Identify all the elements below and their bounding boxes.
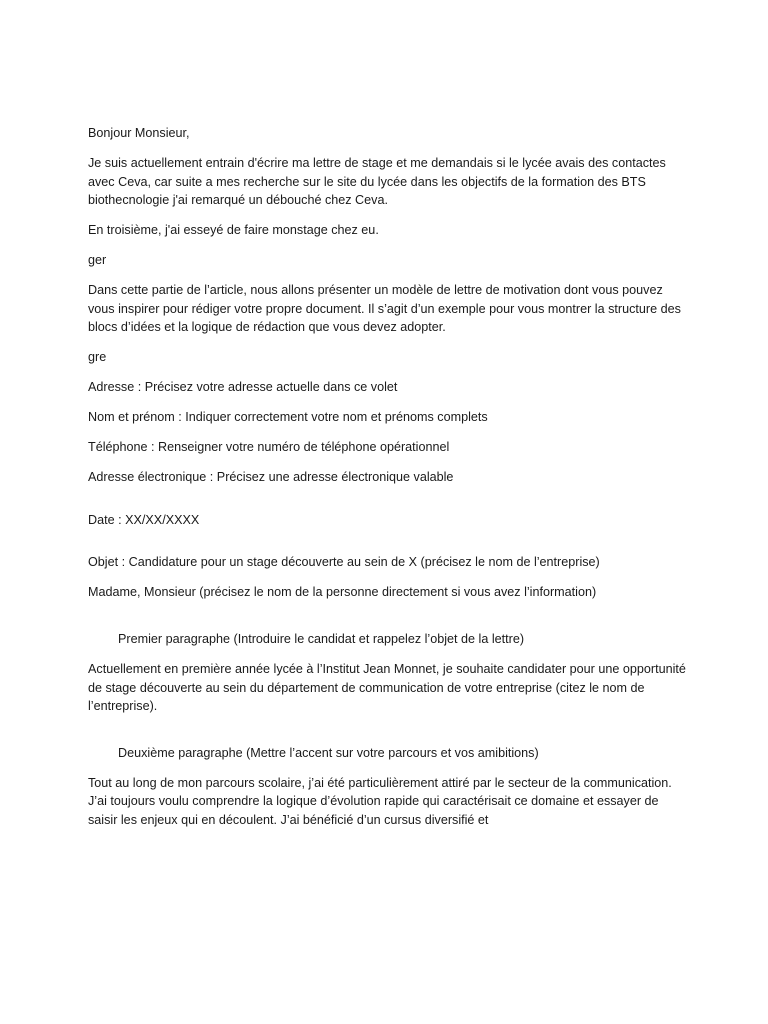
name-line: Nom et prénom : Indiquer correctement votre nom et prénoms complets xyxy=(88,410,488,425)
salutation-line: Madame, Monsieur (précisez le nom de la personne directement si vous avez l’information) xyxy=(88,585,597,600)
subject-line: Objet : Candidature pour un stage découverte au sein de X (précisez le nom de l’entreprise) xyxy=(88,555,600,570)
second-paragraph-body: Tout au long de mon parcours scolaire, j’ai été particulièrement attiré par le secteur de la communication. J’ai toujours voulu comprendre la logique d’évolution rapide qui caractérisait ce domaine et essayer de saisir les enjeux qui en découlent. J’ai bénéficié d’un cursus diversifié et xyxy=(88,775,672,827)
article-paragraph: Dans cette partie de l’article, nous allons présenter un modèle de lettre de motivation dont vous pouvez vous inspirer pour rédiger votre propre document. Il s’agit d’un exemple pour vous montrer la structure des blocs d’idées et la logique de rédaction que vous devez adopter. xyxy=(88,283,681,335)
first-paragraph-body: Actuellement en première année lycée à l’Institut Jean Monnet, je souhaite candidater pour une opportunité de stage découverte au sein du département de communication de votre entreprise (citez le nom de l’entreprise). xyxy=(88,661,686,714)
intro-paragraph: Je suis actuellement entrain d'écrire ma lettre de stage et me demandais si le lycée avais des contactes avec Ceva, car suite a mes recherche sur le site du lycée dans les objectifs de la formation des BTS biothecnologie j'ai remarqué un débouché chez Ceva. xyxy=(88,155,666,208)
section-heading-second: Deuxième paragraphe (Mettre l’accent sur votre parcours et vos amibitions) xyxy=(118,745,539,760)
date-line: Date : XX/XX/XXXX xyxy=(88,512,200,527)
section-heading-first: Premier paragraphe (Introduire le candidat et rappelez l’objet de la lettre) xyxy=(118,632,525,646)
greeting: Bonjour Monsieur, xyxy=(88,126,190,140)
filler-text: gre xyxy=(88,350,107,365)
filler-text: ger xyxy=(88,253,107,268)
third-grade-paragraph: En troisième, j'ai esseyé de faire monstage chez eu. xyxy=(88,223,379,238)
phone-line: Téléphone : Renseigner votre numéro de téléphone opérationnel xyxy=(88,440,450,455)
address-line: Adresse : Précisez votre adresse actuelle dans ce volet xyxy=(88,380,398,395)
email-line: Adresse électronique : Précisez une adresse électronique valable xyxy=(88,470,454,485)
document-body xyxy=(88,124,688,841)
